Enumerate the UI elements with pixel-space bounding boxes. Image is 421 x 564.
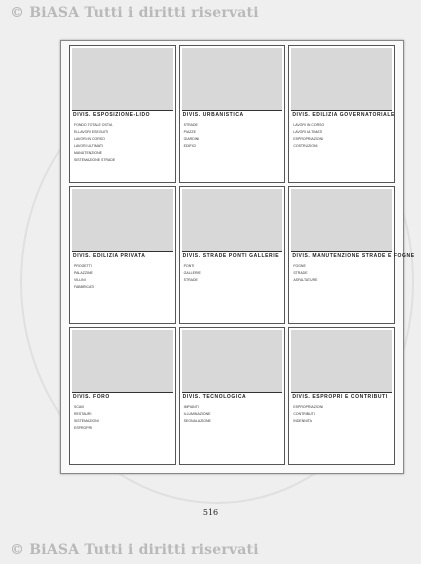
panel-line: VILLINI <box>74 278 86 282</box>
panel-8 <box>179 327 286 465</box>
panel-grid <box>69 45 415 465</box>
panel-1 <box>69 45 176 183</box>
panel-lines <box>74 404 171 432</box>
panel-title: DIVIS. ESPROPRI E CONTRIBUTI <box>292 394 388 400</box>
panel-image <box>182 189 283 252</box>
panel-image <box>72 330 173 393</box>
watermark-top: © BiASA Tutti i diritti riservati <box>10 5 259 21</box>
panel-5 <box>179 186 286 324</box>
panel-image <box>291 48 392 111</box>
panel-image <box>182 48 283 111</box>
panel-7 <box>69 327 176 465</box>
panel-line: PALAZZINE <box>74 271 93 275</box>
panel-lines <box>293 122 390 150</box>
panel-line: ESPROPRI <box>74 426 93 430</box>
panel-line: ELLAVORI ESEGUITI <box>74 130 109 134</box>
page-plate <box>60 40 415 474</box>
panel-title: DIVIS. FORO <box>73 394 110 400</box>
page-number: 516 <box>202 508 219 517</box>
panel-image <box>72 189 173 252</box>
panel-line: RESTAURI <box>74 412 92 416</box>
panel-3 <box>288 45 395 183</box>
panel-line: SCAVI <box>74 405 85 409</box>
panel-9 <box>288 327 395 465</box>
panel-2 <box>179 45 286 183</box>
panel-title: DIVIS. EDILIZIA PRIVATA <box>73 253 146 259</box>
panel-line: FABBRICATI <box>74 285 95 289</box>
panel-line: FONDO TOTALE OSTIA <box>74 123 113 127</box>
panel-line: SEGNALAZIONE <box>183 419 211 423</box>
panel-lines <box>184 122 281 150</box>
panel-image <box>182 330 283 393</box>
panel-image <box>291 330 392 393</box>
panel-lines <box>184 263 281 284</box>
panel-line: ESPROPRIAZIONI <box>293 405 324 409</box>
panel-line: SISTEMAZIONI <box>74 419 99 423</box>
panel-line: MANUTENZIONE <box>74 151 102 155</box>
panel-line: STRADE <box>293 271 308 275</box>
panel-line: CONTRIBUTI <box>293 412 315 416</box>
panel-title: DIVIS. STRADE PONTI GALLERIE <box>182 253 280 259</box>
panel-title: DIVIS. TECNOLOGICA <box>182 394 247 400</box>
panel-line: GALLERIE <box>183 271 201 275</box>
panel-line: PROGETTI <box>74 264 92 268</box>
panel-line: FOGNE <box>293 264 306 268</box>
panel-line: LAVORI IN CORSO <box>74 137 105 141</box>
watermark-bottom: © BiASA Tutti i diritti riservati <box>10 542 259 558</box>
panel-line: LAVORI ULTIMATI <box>293 130 323 134</box>
panel-line: GIARDINI <box>183 137 200 141</box>
panel-line: ILLUMINAZIONE <box>183 412 211 416</box>
panel-line: STRADE <box>183 278 198 282</box>
panel-image <box>72 48 173 111</box>
panel-lines <box>184 404 281 425</box>
panel-line: IMPIANTI <box>183 405 199 409</box>
panel-4 <box>69 186 176 324</box>
panel-line: ESPROPRIAZIONI <box>293 137 324 141</box>
panel-title: DIVIS. URBANISTICA <box>182 112 244 118</box>
panel-title: DIVIS. ESPOSIZIONE-LIDO <box>73 112 151 118</box>
panel-title: DIVIS. EDILIZIA GOVERNATORIALE <box>292 112 395 118</box>
panel-line: LAVORI IN CORSO <box>293 123 325 127</box>
panel-image <box>291 189 392 252</box>
panel-title: DIVIS. MANUTENZIONE STRADE E FOGNE <box>292 253 415 259</box>
panel-lines <box>74 122 171 164</box>
panel-6 <box>288 186 415 324</box>
panel-line: LAVORI ULTIMATI <box>74 144 103 148</box>
panel-lines <box>293 263 390 284</box>
panel-lines <box>293 404 390 425</box>
panel-line: PIAZZE <box>183 130 196 134</box>
panel-line: SISTEMAZIONE STRADE <box>74 158 116 162</box>
panel-line: COSTRUZIONI <box>293 144 318 148</box>
panel-line: ASFALTATURE <box>293 278 318 282</box>
panel-line: STRADE <box>183 123 198 127</box>
panel-line: EDIFICI <box>183 144 197 148</box>
panel-line: PONTI <box>183 264 195 268</box>
panel-lines <box>74 263 171 291</box>
panel-line: INDENNITA <box>293 419 312 423</box>
